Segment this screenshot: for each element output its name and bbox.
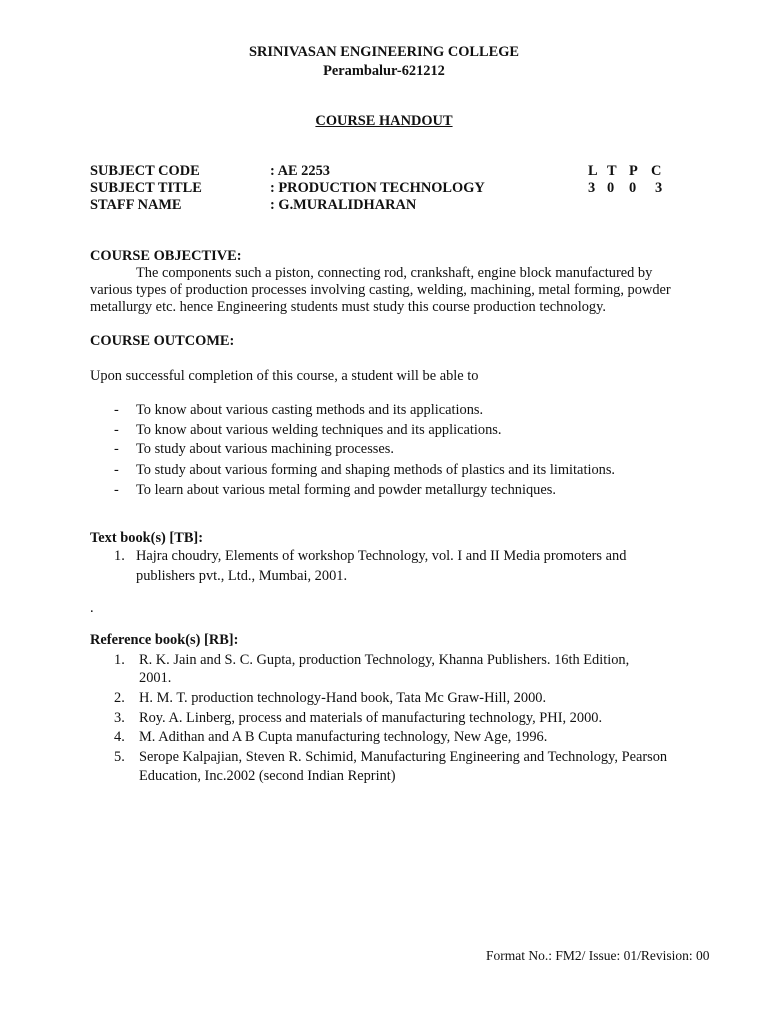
list-number: 1. (114, 652, 125, 668)
ltpc-header-l: L (588, 163, 598, 179)
objective-line-2: various types of production processes involving casting, welding, machining, metal forming, powder (90, 282, 671, 298)
ltpc-value-l: 3 (588, 180, 596, 196)
reference-text: H. M. T. production technology-Hand book, Tata Mc Graw-Hill, 2000. (139, 690, 547, 706)
subject-title-label: SUBJECT TITLE (90, 180, 202, 196)
reference-text: R. K. Jain and S. C. Gupta, production Technology, Khanna Publishers. 16th Edition, (139, 652, 630, 668)
staff-name-label: STAFF NAME (90, 197, 182, 213)
bullet-dash: - (114, 441, 119, 457)
outcome-item-text: To study about various forming and shaping methods of plastics and its limitations. (136, 462, 616, 478)
list-number: 5. (114, 749, 125, 765)
reference-text: M. Adithan and A B Cupta manufacturing technology, New Age, 1996. (139, 729, 548, 745)
outcome-item-text: To study about various machining processes. (136, 441, 394, 457)
outcome-intro: Upon successful completion of this course, a student will be able to (90, 368, 479, 384)
objective-heading: COURSE OBJECTIVE: (90, 248, 242, 264)
textbook-line-2: publishers pvt., Ltd., Mumbai, 2001. (136, 568, 348, 584)
ltpc-header-t: T (607, 163, 617, 179)
objective-line-1: The components such a piston, connecting rod, crankshaft, engine block manufactured by (136, 265, 653, 281)
college-name: SRINIVASAN ENGINEERING COLLEGE (248, 44, 520, 60)
textbooks-heading: Text book(s) [TB]: (90, 530, 204, 546)
ltpc-value-p: 0 (629, 180, 637, 196)
list-number: 1. (114, 548, 125, 564)
ltpc-header-p: P (629, 163, 638, 179)
stray-dot: . (90, 600, 94, 616)
staff-name-value: : G.MURALIDHARAN (270, 197, 417, 213)
ltpc-value-t: 0 (607, 180, 615, 196)
subject-code-value: : AE 2253 (270, 163, 330, 179)
subject-code-label: SUBJECT CODE (90, 163, 200, 179)
reference-text-cont: Education, Inc.2002 (second Indian Reprint) (139, 768, 396, 784)
textbook-line-1: Hajra choudry, Elements of workshop Technology, vol. I and II Media promoters and (136, 548, 627, 564)
outcome-item-text: To know about various welding techniques and its applications. (136, 422, 502, 438)
references-heading: Reference book(s) [RB]: (90, 632, 239, 648)
document-title: COURSE HANDOUT (315, 113, 453, 129)
subject-title-value: : PRODUCTION TECHNOLOGY (270, 180, 485, 196)
list-number: 4. (114, 729, 125, 745)
outcome-heading: COURSE OUTCOME: (90, 333, 235, 349)
list-number: 3. (114, 710, 125, 726)
format-number: Format No.: FM2/ Issue: 01/Revision: 00 (486, 948, 710, 963)
bullet-dash: - (114, 422, 119, 438)
reference-text-cont: 2001. (139, 670, 172, 686)
reference-text: Serope Kalpajian, Steven R. Schimid, Manufacturing Engineering and Technology, Pearson (139, 749, 668, 765)
objective-line-3: metallurgy etc. hence Engineering students must study this course production technology. (90, 299, 606, 315)
ltpc-header-c: C (651, 163, 662, 179)
outcome-item-text: To know about various casting methods and its applications. (136, 402, 484, 418)
list-number: 2. (114, 690, 125, 706)
bullet-dash: - (114, 402, 119, 418)
college-location: Perambalur-621212 (323, 63, 445, 79)
bullet-dash: - (114, 462, 119, 478)
outcome-item-text: To learn about various metal forming and powder metallurgy techniques. (136, 482, 556, 498)
bullet-dash: - (114, 482, 119, 498)
reference-text: Roy. A. Linberg, process and materials of manufacturing technology, PHI, 2000. (139, 710, 603, 726)
ltpc-value-c: 3 (655, 180, 663, 196)
